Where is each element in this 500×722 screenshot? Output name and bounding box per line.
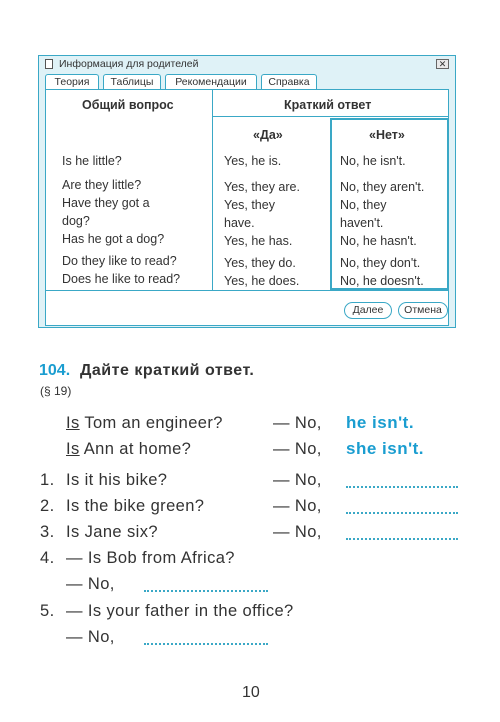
example-question (66, 440, 191, 459)
item-number: 1. (40, 471, 55, 489)
underlined-verb: Is (66, 414, 80, 432)
item-question: Is the bike green? (66, 497, 205, 515)
example-no: — No, (273, 414, 322, 432)
item-no: — No, (66, 575, 115, 593)
question-cell: Is he little? (62, 154, 122, 168)
item-no: — No, (273, 497, 322, 515)
item-no: — No, (66, 628, 115, 646)
no-answer-cell: No, they don't. (340, 256, 421, 270)
answer-blank[interactable] (346, 512, 458, 514)
document-icon (45, 59, 53, 69)
column-divider (212, 90, 213, 290)
item-no: — No, (273, 523, 322, 541)
grammar-reference: (§ 19) (40, 384, 72, 398)
header-divider (212, 116, 449, 117)
underlined-verb: Is (66, 440, 80, 458)
exercise-number: 104. (39, 362, 71, 379)
answer-blank[interactable] (144, 643, 268, 645)
general-question-header: Общий вопрос (82, 98, 174, 112)
example-answer: she isn't. (346, 439, 425, 458)
question-cell: Does he like to read? (62, 272, 181, 286)
yes-answer-cell: Yes, they are. (224, 180, 300, 194)
tab-tables[interactable]: Таблицы (103, 74, 161, 89)
table-bottom-line (46, 290, 449, 291)
yes-answer-cell: Yes, they (224, 198, 275, 212)
no-answer-cell: No, they (340, 198, 387, 212)
item-no: — No, (273, 471, 322, 489)
item-question: Is it his bike? (66, 471, 168, 489)
question-cell: Have they got a (62, 196, 150, 210)
cancel-button[interactable]: Отмена (398, 302, 448, 319)
no-answer-cell: No, he hasn't. (340, 234, 417, 248)
page-number: 10 (242, 684, 260, 701)
example-answer: he isn't. (346, 413, 415, 432)
yes-answer-cell: Yes, he is. (224, 154, 282, 168)
example-question-text: Tom an engineer? (79, 414, 223, 432)
example-question-text: Ann at home? (79, 440, 192, 458)
no-header: «Нет» (369, 128, 405, 142)
window-title: Информация для родителей (59, 58, 199, 70)
question-cell: Are they little? (62, 178, 142, 192)
exercise-title: Дайте краткий ответ. (80, 362, 255, 379)
item-number: 2. (40, 497, 55, 515)
yes-answer-cell: Yes, he has. (224, 234, 293, 248)
item-question: — Is your father in the office? (66, 602, 294, 620)
example-no: — No, (273, 440, 322, 458)
answer-blank[interactable] (144, 590, 268, 592)
parent-info-window (38, 55, 456, 328)
next-button[interactable]: Далее (344, 302, 392, 319)
yes-header: «Да» (253, 128, 283, 142)
tab-theory[interactable]: Теория (45, 74, 99, 89)
yes-answer-cell: Yes, they do. (224, 256, 296, 270)
yes-answer-cell: have. (224, 216, 255, 230)
answer-blank[interactable] (346, 538, 458, 540)
window-titlebar (39, 56, 455, 72)
no-answer-cell: haven't. (340, 216, 384, 230)
item-question: — Is Bob from Africa? (66, 549, 235, 567)
item-number: 3. (40, 523, 55, 541)
answer-blank[interactable] (346, 486, 458, 488)
question-cell: Has he got a dog? (62, 232, 165, 246)
no-answer-cell: No, he doesn't. (340, 274, 424, 288)
no-answer-cell: No, he isn't. (340, 154, 406, 168)
item-question: Is Jane six? (66, 523, 158, 541)
tab-recommendations[interactable]: Рекомендации (165, 74, 257, 89)
question-cell: dog? (62, 214, 90, 228)
question-cell: Do they like to read? (62, 254, 177, 268)
no-answer-cell: No, they aren't. (340, 180, 425, 194)
item-number: 4. (40, 549, 55, 567)
yes-answer-cell: Yes, he does. (224, 274, 300, 288)
tab-help[interactable]: Справка (261, 74, 317, 89)
tables-panel (45, 89, 449, 326)
close-icon[interactable]: ✕ (436, 59, 449, 69)
example-question (66, 414, 223, 433)
item-number: 5. (40, 602, 55, 620)
short-answer-header: Краткий ответ (284, 98, 372, 112)
